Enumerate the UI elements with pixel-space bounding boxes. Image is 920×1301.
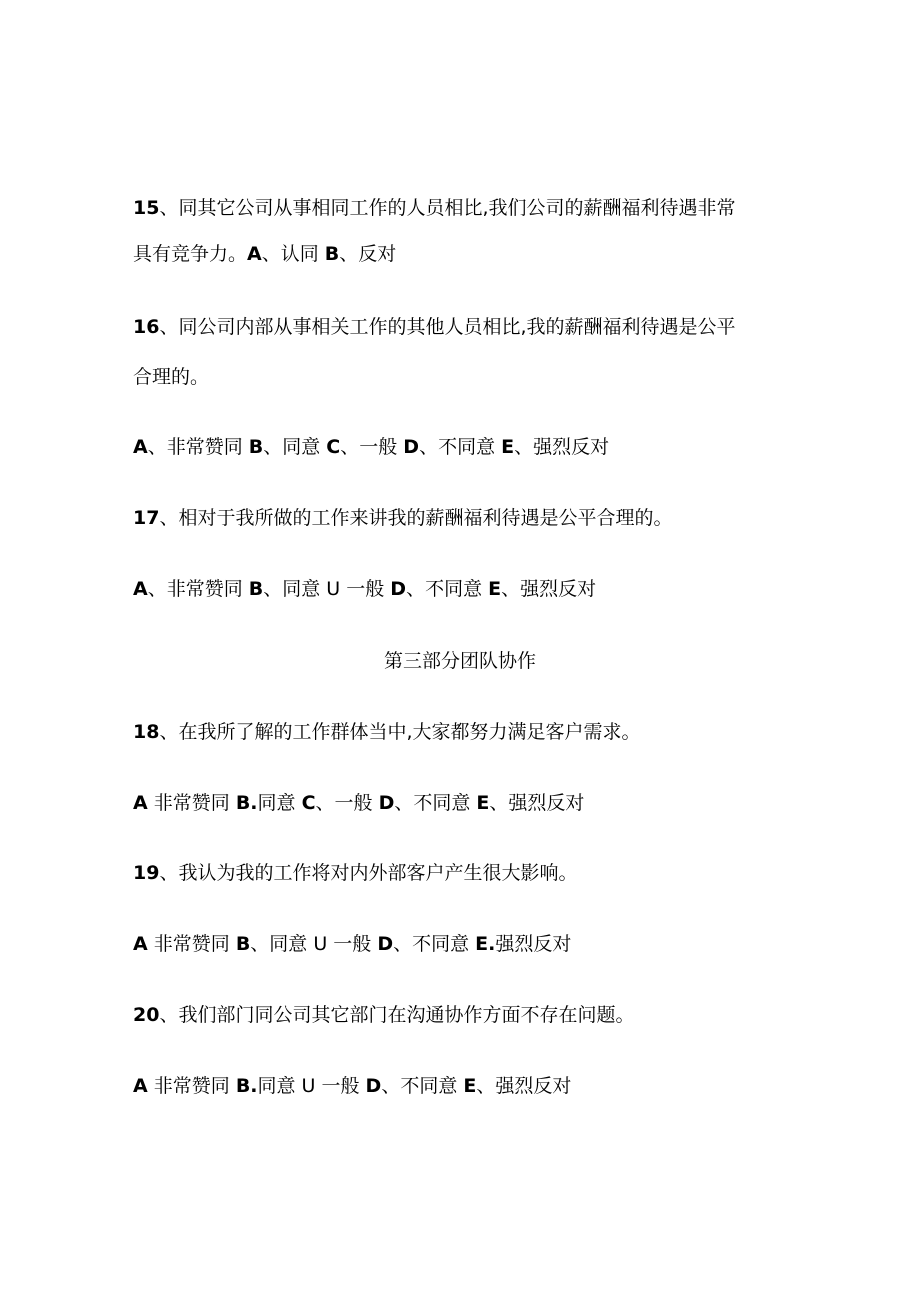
option-text: 非常赞同 [147,933,236,955]
option-letter: E [501,436,515,458]
option-letter: E [463,1075,477,1097]
option-text: 、强烈反对 [501,578,597,600]
question-15-line-1 [133,196,736,220]
option-letter: D [378,792,395,814]
option-letter: E [476,792,490,814]
option-text: 、同意 [263,436,327,458]
option-text: 非常赞同 [147,792,236,814]
option-letter: D [390,578,407,600]
question-text: 、在我所了解的工作群体当中,大家都努力满足客户需求。 [159,721,641,743]
option-letter: D [403,436,420,458]
question-number: 20 [133,1004,160,1026]
option-letter: A [247,243,262,265]
option-text: 、强烈反对 [489,792,585,814]
option-text: 同意 U 一般 [257,1075,366,1097]
question-number: 19 [133,862,160,884]
option-letter: C [326,436,341,458]
option-text: 、不同意 [393,933,476,955]
question-number: 15 [133,197,160,219]
question-17-line-1 [133,506,672,530]
question-text: 、我们部门同公司其它部门在沟通协作方面不存在问题。 [159,1004,635,1026]
option-letter: B [324,243,340,265]
option-text: 、不同意 [419,436,502,458]
option-text: 同意 [257,792,302,814]
question-20-options [133,1074,571,1098]
option-text: 、不同意 [394,792,477,814]
option-text: 非常赞同 [147,1075,236,1097]
question-number: 17 [133,507,160,529]
question-text: 合理的。 [133,366,210,388]
question-16-line-1 [133,315,736,339]
option-letter: B [248,436,264,458]
option-letter: D [365,1075,382,1097]
option-text: 、一般 [340,436,404,458]
option-letter: A [133,933,148,955]
question-text: 具有竞争力。 [133,243,248,265]
option-text: 、同意 U 一般 [263,578,391,600]
option-letter: A [133,1075,148,1097]
option-text: 、一般 [315,792,379,814]
question-text: 、相对于我所做的工作来讲我的薪酬福利待遇是公平合理的。 [159,507,673,529]
question-19-options [133,932,571,956]
option-text: 、强烈反对 [514,436,610,458]
question-17-options [133,577,596,601]
option-letter: A [133,436,148,458]
option-text: 、不同意 [406,578,489,600]
question-number: 18 [133,721,160,743]
option-letter: B. [235,792,258,814]
question-15-line-2 [133,242,396,266]
option-letter: A [133,578,148,600]
option-letter: A [133,792,148,814]
question-18-options [133,791,584,815]
section-title: 第三部分团队协作 [383,650,536,672]
question-20-line-1 [133,1003,634,1027]
option-text: 、强烈反对 [476,1075,572,1097]
question-18-line-1 [133,720,641,744]
option-letter: E [488,578,502,600]
question-16-line-2 [133,365,209,389]
option-text: 、非常赞同 [147,436,249,458]
question-16-options [133,435,609,459]
option-letter: B [235,933,251,955]
option-text: 、反对 [339,243,397,265]
question-text: 、我认为我的工作将对内外部客户产生很大影响。 [159,862,578,884]
question-text: 、同其它公司从事相同工作的人员相比,我们公司的薪酬福利待遇非常 [159,197,736,219]
question-number: 16 [133,316,160,338]
option-text: 强烈反对 [495,933,572,955]
option-text: 、不同意 [381,1075,464,1097]
option-text: 、同意 U 一般 [250,933,378,955]
option-letter: D [377,933,394,955]
option-text: 、非常赞同 [147,578,249,600]
option-text: 、认同 [261,243,325,265]
option-letter: B. [235,1075,258,1097]
option-letter: B [248,578,264,600]
question-19-line-1 [133,861,577,885]
option-letter: E. [475,933,496,955]
option-letter: C [301,792,316,814]
question-text: 、同公司内部从事相关工作的其他人员相比,我的薪酬福利待遇是公平 [159,316,736,338]
